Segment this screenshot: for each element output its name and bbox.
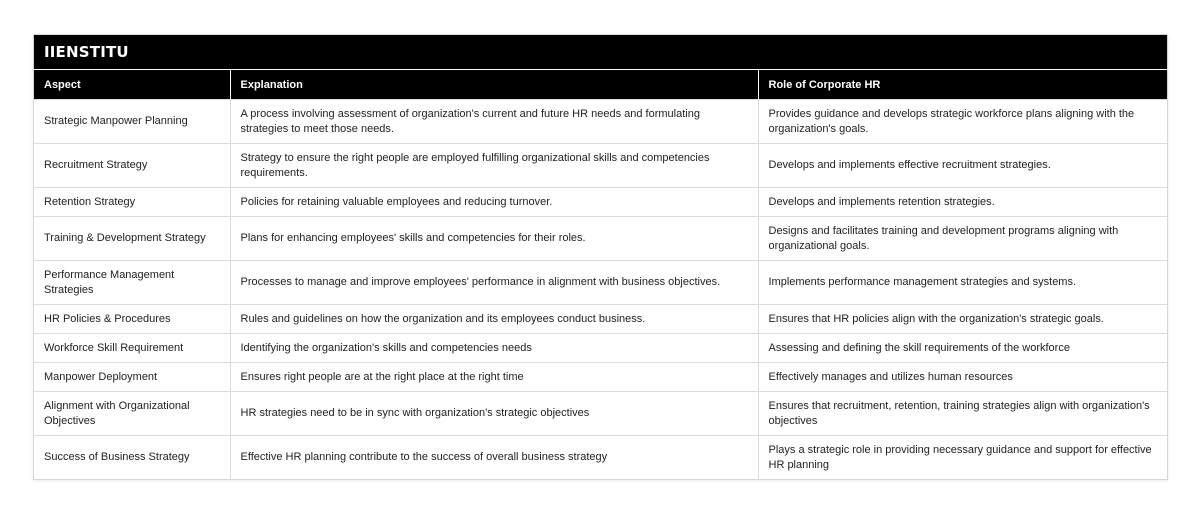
cell-aspect: Success of Business Strategy — [34, 436, 230, 480]
table-row — [34, 217, 1167, 261]
table-row — [34, 100, 1167, 144]
cell-aspect: HR Policies & Procedures — [34, 305, 230, 334]
column-header-role: Role of Corporate HR — [758, 70, 1167, 100]
table-header-row — [34, 70, 1167, 100]
cell-aspect: Workforce Skill Requirement — [34, 334, 230, 363]
table-row — [34, 334, 1167, 363]
column-header-aspect: Aspect — [34, 70, 230, 100]
cell-aspect: Manpower Deployment — [34, 363, 230, 392]
cell-role: Ensures that HR policies align with the organization's strategic goals. — [758, 305, 1167, 334]
cell-explanation: Processes to manage and improve employees' performance in alignment with business objectives. — [230, 261, 758, 305]
cell-role: Develops and implements effective recruitment strategies. — [758, 144, 1167, 188]
cell-role: Effectively manages and utilizes human resources — [758, 363, 1167, 392]
cell-explanation: Ensures right people are at the right place at the right time — [230, 363, 758, 392]
cell-aspect: Alignment with Organizational Objectives — [34, 392, 230, 436]
cell-role: Ensures that recruitment, retention, training strategies align with organization's objectives — [758, 392, 1167, 436]
cell-aspect: Retention Strategy — [34, 188, 230, 217]
cell-explanation: Identifying the organization's skills and competencies needs — [230, 334, 758, 363]
table-row — [34, 392, 1167, 436]
cell-role: Implements performance management strategies and systems. — [758, 261, 1167, 305]
cell-explanation: Rules and guidelines on how the organization and its employees conduct business. — [230, 305, 758, 334]
cell-role: Plays a strategic role in providing necessary guidance and support for effective HR planning — [758, 436, 1167, 480]
cell-aspect: Recruitment Strategy — [34, 144, 230, 188]
hr-table-card — [33, 34, 1168, 480]
hr-aspects-table — [34, 69, 1167, 479]
cell-explanation: Plans for enhancing employees' skills and competencies for their roles. — [230, 217, 758, 261]
cell-explanation: A process involving assessment of organization's current and future HR needs and formulating strategies to meet those needs. — [230, 100, 758, 144]
cell-role: Provides guidance and develops strategic workforce plans aligning with the organization's goals. — [758, 100, 1167, 144]
cell-aspect: Training & Development Strategy — [34, 217, 230, 261]
cell-explanation: Effective HR planning contribute to the success of overall business strategy — [230, 436, 758, 480]
table-row — [34, 188, 1167, 217]
cell-explanation: Strategy to ensure the right people are employed fulfilling organizational skills and competencies requirements. — [230, 144, 758, 188]
cell-role: Develops and implements retention strategies. — [758, 188, 1167, 217]
cell-role: Assessing and defining the skill requirements of the workforce — [758, 334, 1167, 363]
column-header-explanation: Explanation — [230, 70, 758, 100]
cell-explanation: Policies for retaining valuable employees and reducing turnover. — [230, 188, 758, 217]
table-row — [34, 144, 1167, 188]
table-row — [34, 305, 1167, 334]
table-row — [34, 436, 1167, 480]
cell-aspect: Strategic Manpower Planning — [34, 100, 230, 144]
brand-logo-text: IIENSTITU — [44, 43, 129, 61]
cell-role: Designs and facilitates training and development programs aligning with organizational goals. — [758, 217, 1167, 261]
table-row — [34, 261, 1167, 305]
table-row — [34, 363, 1167, 392]
brand-header — [34, 35, 1167, 69]
cell-explanation: HR strategies need to be in sync with organization's strategic objectives — [230, 392, 758, 436]
cell-aspect: Performance Management Strategies — [34, 261, 230, 305]
